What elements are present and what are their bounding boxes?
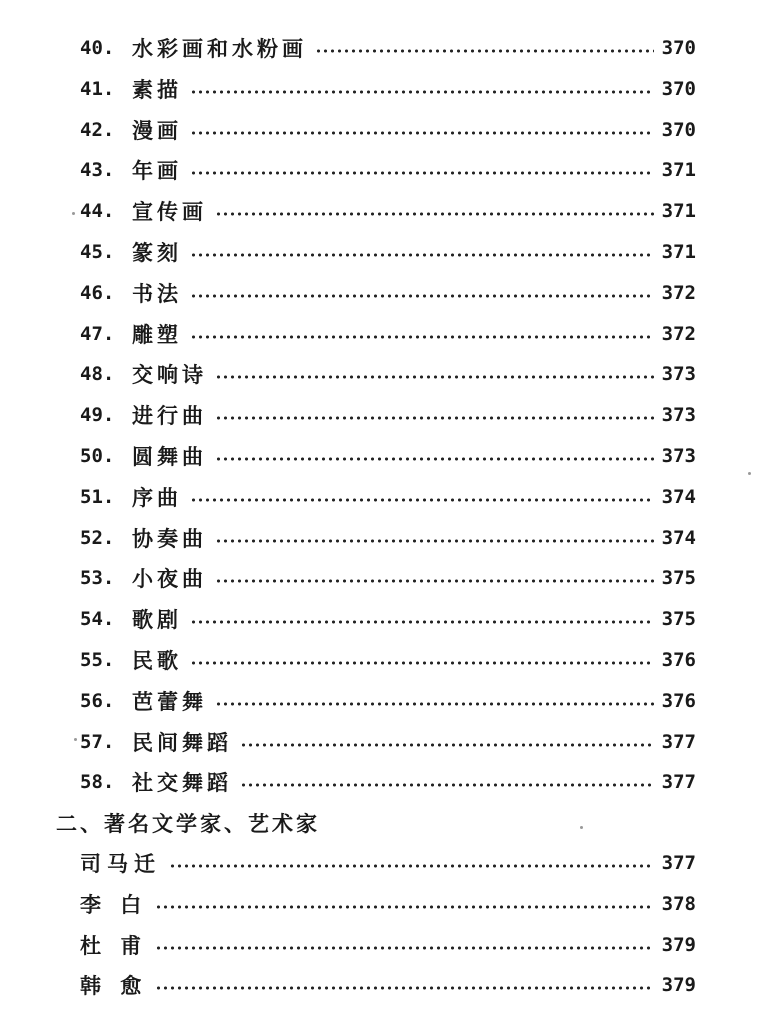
dot-leader	[190, 294, 654, 298]
entry-page-number: 370	[661, 37, 696, 59]
dot-leader	[240, 743, 654, 747]
entry-number: 41.	[80, 77, 115, 100]
toc-entry	[80, 603, 696, 635]
person-name: 司马迁	[80, 852, 161, 876]
entry-title: 圆舞曲	[132, 445, 207, 469]
entry-number: 46.	[80, 281, 115, 304]
entry-page-number: 375	[661, 567, 696, 590]
entry-title: 民歌	[132, 649, 182, 673]
person-name: 韩 愈	[80, 974, 148, 999]
entry-title: 序曲	[132, 485, 182, 510]
toc-entry	[80, 277, 696, 309]
dot-leader	[155, 946, 653, 950]
entry-page-number: 374	[661, 526, 696, 549]
dot-leader	[190, 253, 654, 257]
entry-title: 宣传画	[132, 200, 207, 225]
entry-title: 雕塑	[132, 322, 182, 347]
toc-entry	[80, 32, 696, 64]
dot-leader	[155, 986, 653, 990]
person-name: 杜 甫	[80, 933, 148, 958]
entry-number: 51.	[80, 485, 115, 508]
dot-leader	[190, 498, 654, 502]
entry-page-number: 373	[661, 363, 696, 386]
entry-page-number: 372	[661, 322, 696, 345]
entry-title: 篆刻	[132, 241, 182, 265]
dot-leader	[215, 457, 654, 461]
entry-number: 55.	[80, 649, 115, 671]
entry-page-number: 371	[661, 200, 696, 223]
entry-number: 52.	[80, 526, 115, 549]
dot-leader	[169, 864, 654, 868]
toc-entry	[80, 481, 696, 513]
entry-page-number: 373	[661, 445, 696, 467]
entry-page-number: 373	[661, 404, 696, 427]
entry-page-number: 376	[661, 649, 696, 671]
scan-speck	[72, 212, 75, 215]
toc-entry	[80, 195, 696, 227]
scan-speck	[580, 826, 583, 829]
toc-entry	[80, 358, 696, 390]
entry-page-number: 376	[661, 689, 696, 712]
toc-entry	[80, 644, 696, 676]
toc-entry	[80, 562, 696, 594]
dot-leader	[215, 539, 654, 543]
toc-entry	[80, 440, 696, 472]
person-page-number: 378	[661, 892, 696, 915]
entry-page-number: 372	[661, 281, 696, 304]
dot-leader	[190, 131, 654, 135]
person-entry	[80, 847, 696, 879]
entry-title: 书法	[132, 281, 182, 306]
dot-leader	[215, 212, 654, 216]
entry-number: 47.	[80, 322, 115, 345]
toc-entry	[80, 114, 696, 146]
dot-leader	[240, 783, 654, 787]
toc-entry	[80, 766, 696, 798]
entry-number: 40.	[80, 37, 115, 59]
dot-leader	[190, 335, 654, 339]
entry-number: 56.	[80, 689, 115, 712]
dot-leader	[215, 579, 654, 583]
entry-title: 民间舞蹈	[132, 730, 232, 755]
entry-page-number: 377	[661, 730, 696, 753]
toc-entry	[80, 154, 696, 186]
dot-leader	[190, 90, 654, 94]
entry-page-number: 377	[661, 771, 696, 794]
entry-title: 芭蕾舞	[132, 689, 207, 714]
person-entry	[80, 929, 696, 961]
entry-number: 42.	[80, 118, 115, 141]
dot-leader	[190, 661, 654, 665]
dot-leader	[190, 171, 654, 175]
entry-title: 素描	[132, 77, 182, 102]
entry-number: 58.	[80, 771, 115, 794]
entry-page-number: 371	[661, 241, 696, 263]
entry-number: 45.	[80, 241, 115, 263]
entry-number: 44.	[80, 200, 115, 223]
entry-number: 49.	[80, 404, 115, 427]
person-page-number: 379	[661, 974, 696, 997]
dot-leader	[215, 416, 654, 420]
dot-leader	[215, 702, 654, 706]
entry-number: 54.	[80, 608, 115, 631]
scan-speck	[74, 738, 77, 741]
entry-page-number: 370	[661, 77, 696, 100]
toc-entry	[80, 73, 696, 105]
entry-title: 小夜曲	[132, 567, 207, 592]
entry-title: 社交舞蹈	[132, 771, 232, 796]
entry-page-number: 371	[661, 159, 696, 182]
entry-number: 50.	[80, 445, 115, 467]
entry-title: 交响诗	[132, 363, 207, 388]
dot-leader	[155, 905, 653, 909]
entry-number: 48.	[80, 363, 115, 386]
entry-page-number: 370	[661, 118, 696, 141]
dot-leader	[315, 49, 654, 53]
entry-number: 53.	[80, 567, 115, 590]
entry-title: 协奏曲	[132, 526, 207, 551]
entry-title: 歌剧	[132, 608, 182, 633]
entry-title: 年画	[132, 159, 182, 184]
entry-number: 43.	[80, 159, 115, 182]
dot-leader	[215, 375, 654, 379]
person-page-number: 377	[661, 852, 696, 874]
person-name: 李 白	[80, 892, 148, 917]
person-entry	[80, 969, 696, 1001]
section-heading: 二、著名文学家、艺术家	[56, 812, 320, 836]
toc-entry	[80, 318, 696, 350]
scan-speck	[748, 472, 751, 475]
toc-entry	[80, 522, 696, 554]
toc-entry	[80, 685, 696, 717]
person-entry	[80, 888, 696, 920]
person-page-number: 379	[661, 933, 696, 956]
entry-title: 水彩画和水粉画	[132, 37, 307, 61]
toc-entry	[80, 726, 696, 758]
entry-page-number: 375	[661, 608, 696, 631]
toc-entry	[80, 399, 696, 431]
entry-page-number: 374	[661, 485, 696, 508]
entry-title: 漫画	[132, 118, 182, 143]
toc-entry	[80, 236, 696, 268]
entry-title: 进行曲	[132, 404, 207, 429]
dot-leader	[190, 620, 654, 624]
entry-number: 57.	[80, 730, 115, 753]
